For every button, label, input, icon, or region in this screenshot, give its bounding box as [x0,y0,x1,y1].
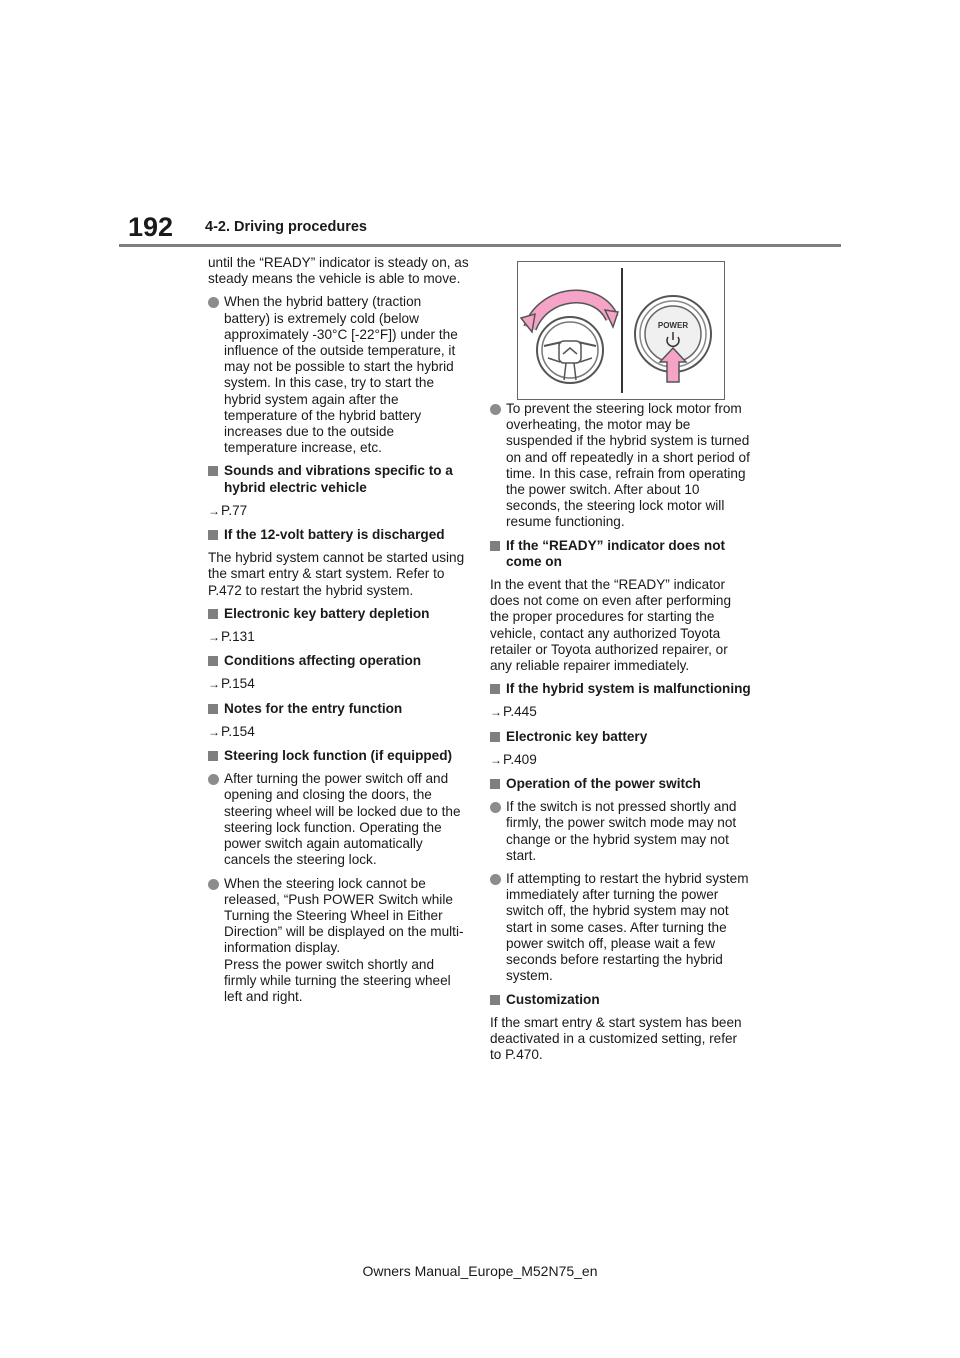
page-reference[interactable]: →P.154 [208,723,255,739]
page-reference[interactable]: →P.154 [208,676,255,692]
subsection-heading: If the “READY” indicator does not come on [490,538,752,570]
bullet-text: If the switch is not pressed shortly and firmly, the power switch mode may not change or the hybrid system may not start. [506,799,737,863]
subsection-heading: If the hybrid system is malfunctioning [490,681,752,697]
square-bullet-icon [490,541,500,551]
bullet-item [490,871,752,984]
paragraph: In the event that the “READY” indicator does not come on even after performing the proper procedures for starting the vehicle, contact any authorized Toyota retailer or Toyota authorized repairer, or any reliable repairer immediately. [490,577,732,674]
right-column [490,401,752,1070]
paragraph: If the smart entry & start system has been deactivated in a customized setting, refer to P.470. [490,1014,742,1063]
bullet-item [490,799,752,864]
subsection-heading: Conditions affecting operation [208,653,470,669]
bullet-dot-icon [208,774,219,785]
steering-power-switch-figure [517,261,725,400]
arrow-icon: → [208,677,220,692]
bullet-dot-icon [490,874,501,885]
arrow-icon: → [490,752,502,767]
square-bullet-icon [208,751,218,761]
bullet-dot-icon [208,879,219,890]
bullet-item [490,401,752,531]
bullet-item [208,771,470,868]
subsection-heading: Customization [490,992,752,1008]
intro-text: until the “READY” indicator is steady on, as steady means the vehicle is able to move. [208,255,469,287]
bullet-text: When the hybrid battery (traction battery) is extremely cold (below approximately -30°C [-22°F]) under the influence of the outside temperature, it may not be possible to start the hybrid system. In this case, try to start the hybrid system again after the temperature of the hybrid battery increases due to the outside temperature increase, etc. [224,294,458,456]
bullet-text: When the steering lock cannot be released, “Push POWER Switch while Turning the Steering Wheel in Either Direction” will be displayed on the multi-information display. [224,875,464,956]
bullet-text: Press the power switch shortly and firmly while turning the steering wheel left and right. [224,956,451,1004]
page-reference[interactable]: →P.131 [208,629,255,645]
subsection-heading: If the 12-volt battery is discharged [208,527,470,543]
arrow-icon: → [208,724,220,739]
steering-wheel-icon [537,317,603,383]
subsection-heading: Steering lock function (if equipped) [208,748,470,764]
arrow-icon: → [490,705,502,720]
bullet-item [208,294,470,456]
paragraph: The hybrid system cannot be started using the smart entry & start system. Refer to P.472 to restart the hybrid system. [208,550,465,598]
subsection-heading: Sounds and vibrations specific to a hybrid electric vehicle [208,463,470,495]
subsection-heading: Operation of the power switch [490,776,752,792]
bullet-dot-icon [490,404,501,415]
subsection-heading: Electronic key battery depletion [208,606,470,622]
square-bullet-icon [208,609,218,619]
subsection-heading: Electronic key battery [490,729,752,745]
left-column [208,255,470,1012]
bullet-text: After turning the power switch off and opening and closing the doors, the steering wheel will be locked due to the steering lock function. Operating the power switch again automatically cancels the steering lock. [224,771,461,868]
arrow-icon: → [208,630,220,645]
header-rule [119,244,841,247]
bullet-dot-icon [490,802,501,813]
bullet-item [208,876,470,1006]
section-title: 4-2. Driving procedures [205,219,367,235]
square-bullet-icon [490,995,500,1005]
footer-text: Owners Manual_Europe_M52N75_en [362,1263,598,1279]
square-bullet-icon [208,466,218,476]
square-bullet-icon [208,656,218,666]
square-bullet-icon [208,530,218,540]
subsection-heading: Notes for the entry function [208,701,470,717]
page-number: 192 [128,212,174,242]
square-bullet-icon [490,732,500,742]
bullet-text: To prevent the steering lock motor from overheating, the motor may be suspended if the hybrid system is turned on and off repeatedly in a short period of time. In this case, refrain from operating the power switch. After about 10 seconds, the steering lock motor will resume functioning. [506,401,750,530]
square-bullet-icon [490,779,500,789]
bullet-text: If attempting to restart the hybrid system immediately after turning the power switch off, the hybrid system may not start in some cases. After turning the power switch off, please wait a few seconds before restarting the hybrid system. [506,871,749,984]
page-reference[interactable]: →P.445 [490,704,537,720]
arrow-icon: → [208,503,220,518]
page-reference[interactable]: →P.77 [208,502,248,518]
page-reference[interactable]: →P.409 [490,751,537,767]
bullet-dot-icon [208,297,219,308]
illustration [518,262,724,399]
square-bullet-icon [490,684,500,694]
power-label: POWER [657,321,689,330]
square-bullet-icon [208,704,218,714]
